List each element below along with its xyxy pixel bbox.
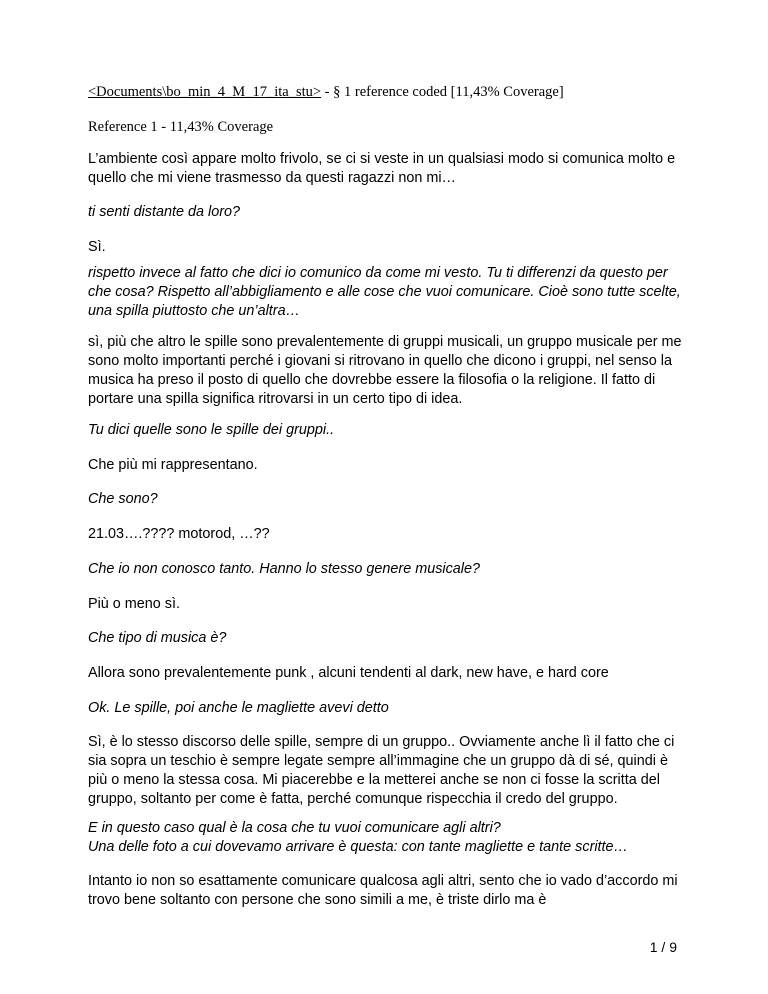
paragraph: L’ambiente così appare molto frivolo, se ci si veste in un qualsiasi modo si comunica molto e quello che mi viene trasmesso da questi ragazzi non mi… (88, 151, 676, 186)
paragraph: Sì. (88, 239, 106, 255)
paragraph-question: Che io non conosco tanto. Hanno lo stesso genere musicale? (88, 561, 480, 577)
paragraph-question: Tu dici quelle sono le spille dei gruppi.. (88, 422, 335, 438)
paragraph: Più o meno sì. (88, 596, 180, 612)
paragraph-question: E in questo caso qual è la cosa che tu vuoi comunicare agli altri? Una delle foto a cui dovevamo arrivare è questa: con tante magliette e tante scritte… (88, 820, 628, 855)
paragraph: Sì, è lo stesso discorso delle spille, sempre di un gruppo.. Ovviamente anche lì il fatto che ci sia sopra un teschio è sempre legate sempre all’immagine che un gruppo dà di sé, quindi è più o meno la stessa cosa. Mi piacerebbe e la metterei anche se non ci fosse la scritta del gruppo, soltanto per come è fatta, perché comunque rispecchia il credo del gruppo. (88, 734, 675, 807)
paragraph-question: Ok. Le spille, poi anche le magliette avevi detto (88, 700, 389, 716)
source-line (88, 84, 688, 101)
paragraph-question: rispetto invece al fatto che dici io comunico da come mi vesto. Tu ti differenzi da questo per che cosa? Rispetto all’abbigliamento e alle cose che vuoi comunicare. Cioè sono tutte scelte, una spilla piuttosto che un’altra… (88, 265, 681, 319)
source-meta: - § 1 reference coded [11,43% Coverage] (321, 84, 564, 100)
paragraph: 21.03….???? motorod, …?? (88, 526, 270, 542)
reference-label: Reference 1 - 11,43% Coverage (88, 119, 274, 135)
paragraph-question: ti senti distante da loro? (88, 204, 240, 220)
paragraph: Che più mi rappresentano. (88, 457, 258, 473)
source-link[interactable]: <Documents\bo_min_4_M_17_ita_stu> (88, 84, 322, 100)
page-number: 1 / 9 (649, 939, 677, 955)
paragraph-question: Che sono? (88, 491, 158, 507)
paragraph-question: Che tipo di musica è? (88, 630, 227, 646)
paragraph: sì, più che altro le spille sono prevalentemente di gruppi musicali, un gruppo musicale per me sono molto importanti perché i giovani si ritrovano in quello che dicono i gruppi, nel senso la musica ha preso il posto di quello che dovrebbe essere la filosofia o la religione. Il fatto di portare una spilla significa ritrovarsi in un certo tipo di idea. (88, 334, 682, 407)
paragraph: Intanto io non so esattamente comunicare qualcosa agli altri, sento che io vado d’accordo mi trovo bene soltanto con persone che sono simili a me, è triste dirlo ma è (88, 873, 678, 908)
paragraph: Allora sono prevalentemente punk , alcuni tendenti al dark, new have, e hard core (88, 665, 609, 681)
